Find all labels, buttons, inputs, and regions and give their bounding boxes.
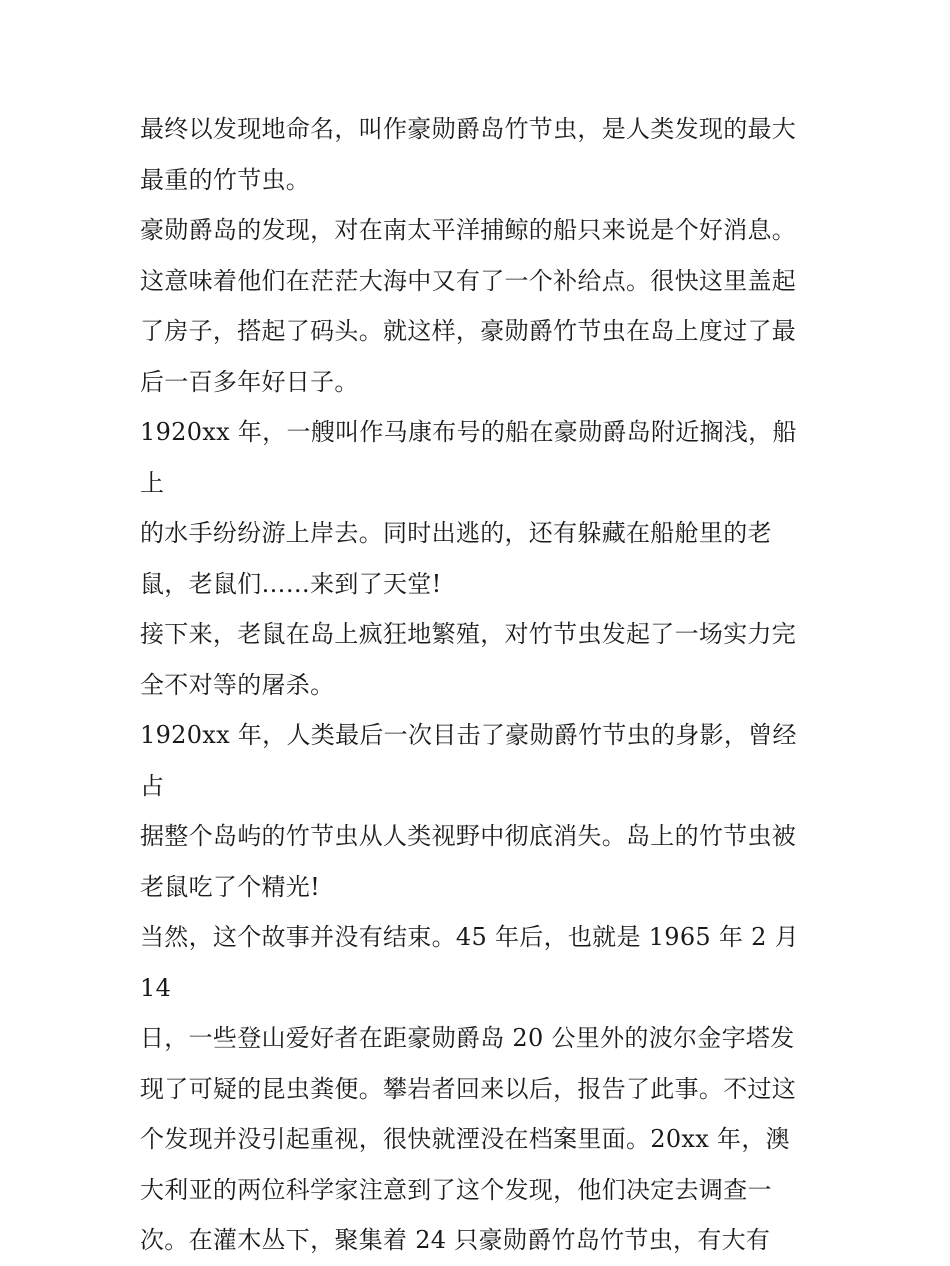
paragraph-2: 豪勋爵岛的发现，对在南太平洋捕鲸的船只来说是个好消息。 这意味着他们在茫茫大海中又有了一个补给点。很快这里盖起 了房子，搭起了码头。就这样，豪勋爵竹节虫在岛上度过了最 后一百多年好日子。: [140, 216, 797, 396]
paragraph-1: 最终以发现地命名，叫作豪勋爵岛竹节虫，是人类发现的最大 最重的竹节虫。: [140, 115, 797, 194]
paragraph-5: 1920xx 年，人类最后一次目击了豪勋爵竹节虫的身影，曾经占 据整个岛屿的竹节虫从人类视野中彻底消失。岛上的竹节虫被 老鼠吃了个精光!: [140, 721, 797, 901]
paragraph-4: 接下来，老鼠在岛上疯狂地繁殖，对竹节虫发起了一场实力完 全不对等的屠杀。: [140, 620, 797, 699]
paragraph-6: 当然，这个故事并没有结束。45 年后，也就是 1965 年 2 月 14 日，一些登山爱好者在距豪勋爵岛 20 公里外的波尔金字塔发 现了可疑的昆虫粪便。攀岩者回来以后，报告了此事。不过这 个发现并没引起重视，很快就湮没在档案里面。20xx 年，澳 大利亚的两位科学家注意到了这个发现，他们决定去调查一 次。在灌木丛下，聚集着 24 只豪勋爵竹岛竹节虫，有大有: [140, 923, 799, 1254]
paragraph-3: 1920xx 年，一艘叫作马康布号的船在豪勋爵岛附近搁浅，船上 的水手纷纷游上岸去。同时出逃的，还有躲藏在船舱里的老 鼠，老鼠们……来到了天堂!: [140, 418, 797, 598]
document-body: [140, 104, 820, 1266]
